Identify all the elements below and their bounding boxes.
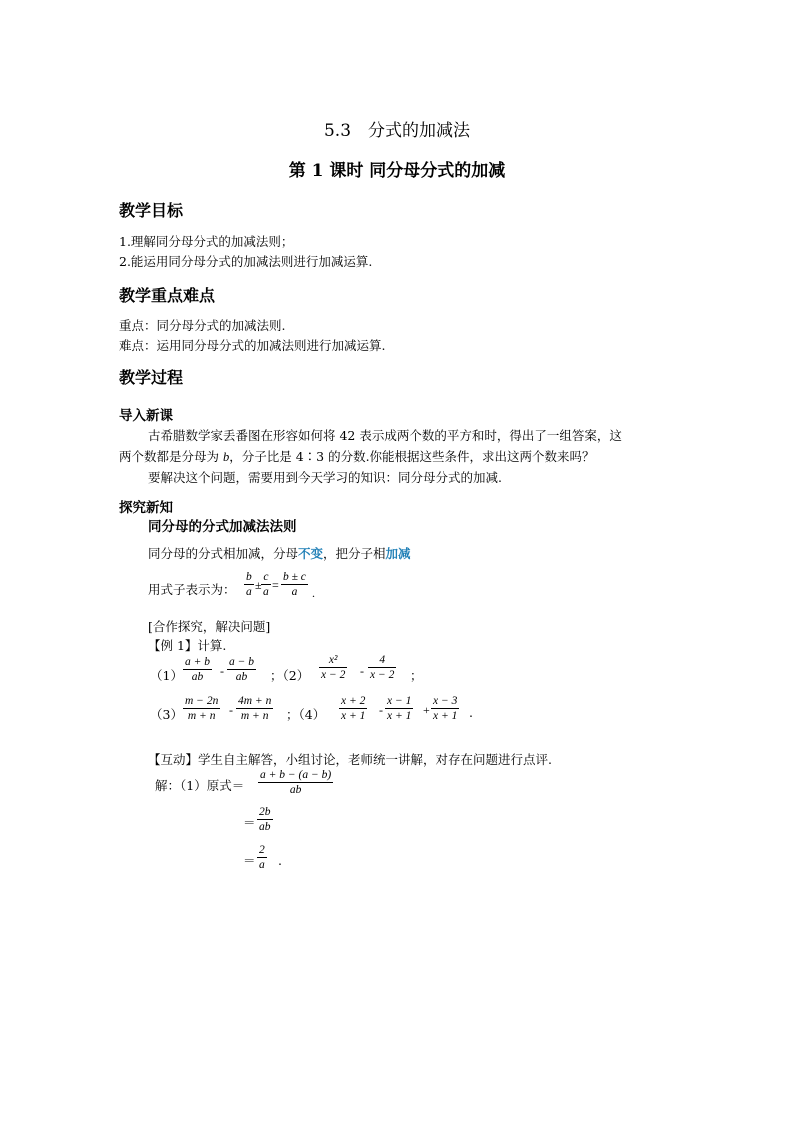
formula-pm-sign: ±	[255, 578, 262, 592]
solution-step-2-frac: $\frac{2b}{ab}$	[259, 806, 271, 833]
solution-step-3-frac: $\frac{2}{a}$	[259, 844, 265, 871]
key-point-item: 重点：同分母分式的加减法则.	[119, 318, 286, 333]
formula-frac-b-over-a: $\frac{b}{a}$	[246, 571, 252, 598]
formula-period: .	[312, 586, 315, 600]
rule-highlight-add-subtract: 加减	[385, 546, 411, 561]
problem-4-frac-1: $\frac{x + 2}{x + 1}$	[341, 695, 366, 722]
rule-heading: 同分母的分式加减法法则	[148, 519, 297, 535]
problem-1-frac-1: $\frac{a + b}{ab}$	[185, 656, 211, 683]
formula-label: 用式子表示为：	[148, 582, 236, 597]
rule-highlight-unchanged: 不变	[298, 546, 324, 561]
problem-3-minus: -	[229, 703, 233, 717]
example-label: 【例 1】计算.	[148, 638, 227, 653]
difficult-point-item: 难点：运用同分母分式的加减法则进行加减运算.	[119, 338, 386, 353]
goal-item-1: 1.理解同分母分式的加减法则；	[119, 234, 294, 249]
problem-4-minus: -	[379, 703, 383, 717]
page-title: 5.3 分式的加减法	[323, 121, 471, 141]
problem-2-end: ；	[410, 668, 423, 683]
formula-frac-result: $\frac{b \pm c}{a}$	[283, 571, 306, 598]
problem-2-frac-1: $\frac{\text{x²}}{x - 2}$	[321, 654, 346, 681]
cooperation-note: [合作探究，解决问题]	[148, 619, 271, 634]
solution-label: 解：（1）原式＝	[155, 778, 245, 793]
problem-2-minus: -	[360, 664, 364, 678]
goal-item-2: 2.能运用同分母分式的加减法则进行加减运算.	[119, 254, 373, 269]
formula-equals: =	[272, 578, 279, 592]
explore-heading: 探究新知	[119, 500, 173, 516]
problem-4-frac-2: $\frac{x - 1}{x + 1}$	[387, 695, 412, 722]
problem-2-frac-2: $\frac{4}{x - 2}$	[370, 654, 395, 681]
solution-step-1-frac: $\frac{a + b - (a - b)}{ab}$	[260, 769, 332, 796]
intro-paragraph-2: 要解决这个问题，需要用到今天学习的知识：同分母分式的加减.	[148, 470, 502, 485]
formula-frac-c-over-a: $\frac{c}{a}$	[263, 571, 269, 598]
solution-end-period: .	[278, 853, 282, 868]
section-heading-process: 教学过程	[119, 368, 184, 387]
problem-1-minus: -	[220, 664, 224, 678]
problem-3-label: （3）	[150, 707, 183, 722]
intro-heading: 导入新课	[119, 408, 173, 424]
rule-text-c: ，把分子相	[323, 546, 386, 561]
problem-1-label: （1）	[150, 668, 183, 683]
intro-text-b: ，分子比是 4∶3 的分数.你能根据这些条件，求出这两个数来吗？	[229, 449, 595, 464]
rule-statement	[148, 544, 411, 562]
intro-variable: b	[222, 450, 230, 464]
interaction-note: 【互动】学生自主解答，小组讨论，老师统一讲解，对存在问题进行点评.	[148, 752, 552, 767]
problem-3-frac-2: $\frac{4m + n}{m + n}$	[238, 695, 272, 722]
problem-3-frac-1: $\frac{m - 2n}{m + n}$	[185, 695, 219, 722]
intro-paragraph-line-2	[119, 447, 595, 465]
problem-4-plus: +	[423, 703, 430, 717]
intro-text-a: 两个数都是分母为	[119, 449, 223, 464]
lesson-subtitle: 第 1 课时 同分母分式的加减	[288, 161, 506, 181]
problem-4-end: .	[469, 705, 473, 720]
problem-4-label: ；（4）	[286, 707, 326, 722]
problem-4-frac-3: $\frac{x - 3}{x + 1}$	[433, 695, 458, 722]
intro-paragraph-line-1: 古希腊数学家丢番图在形容如何将 42 表示成两个数的平方和时，得出了一组答案，这	[148, 428, 622, 443]
solution-step-2-equals: ＝	[243, 815, 256, 830]
problem-1-frac-2: $\frac{a - b}{ab}$	[229, 656, 255, 683]
rule-text-a: 同分母的分式相加减，分母	[148, 546, 299, 561]
solution-step-3-equals: ＝	[243, 853, 256, 868]
section-heading-key-points: 教学重点难点	[119, 286, 216, 305]
section-heading-goals: 教学目标	[119, 201, 184, 220]
problem-2-label: ；（2）	[270, 668, 310, 683]
